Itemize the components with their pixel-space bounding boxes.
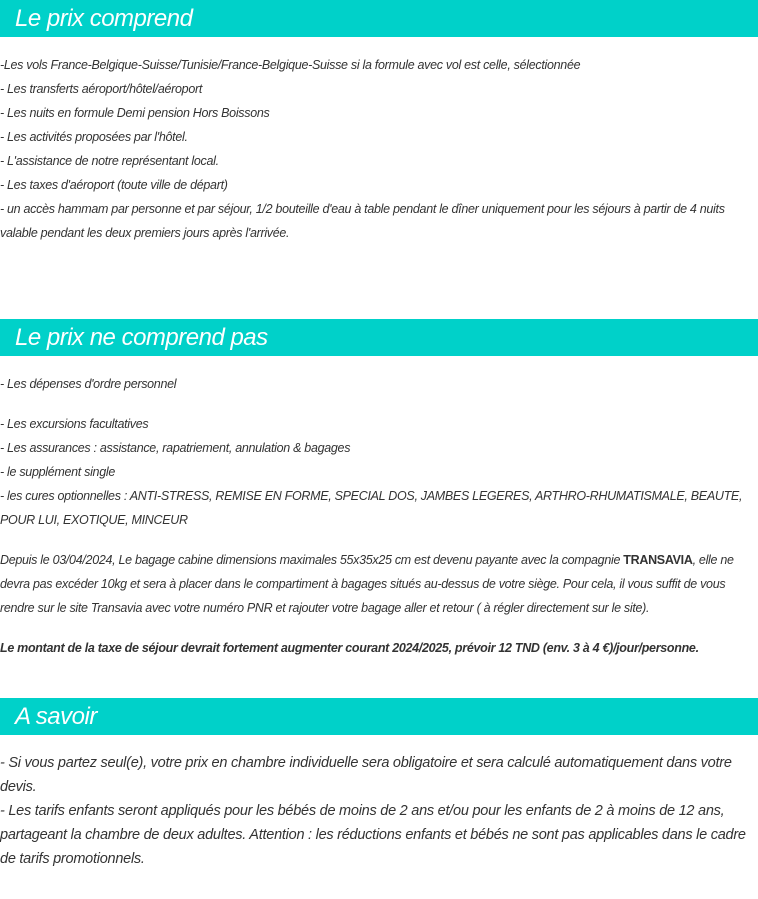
list-item: - L'assistance de notre représentant local. <box>0 154 219 168</box>
list-item: - Les activités proposées par l'hôtel. <box>0 130 188 144</box>
section-included-title: Le prix comprend <box>15 4 193 32</box>
baggage-text-start: Depuis le 03/04/2024, Le bagage cabine dimensions maximales 55x35x25 cm est devenu payante avec la compagnie <box>0 553 624 567</box>
section-info-list <box>0 751 758 871</box>
airline-name: TRANSAVIA <box>623 553 693 567</box>
info-item: - Les tarifs enfants seront appliqués pour les bébés de moins de 2 ans et/ou pour les enfants de 2 à moins de 12 ans, partageant la chambre de deux adultes. Attention : les réductions enfants et bébés ne sont pas applicables dans le cadre de tarifs promotionnels. <box>0 803 746 867</box>
info-item: - Si vous partez seul(e), votre prix en chambre individuelle sera obligatoire et sera calculé automatiquement dans votre devis. <box>0 755 732 795</box>
list-item: - Les nuits en formule Demi pension Hors Boissons <box>0 106 270 120</box>
section-excluded-list <box>0 372 758 660</box>
section-excluded-header <box>0 319 758 356</box>
baggage-notice <box>0 548 758 620</box>
section-included-list <box>0 53 758 245</box>
list-item: - Les taxes d'aéroport (toute ville de départ) <box>0 178 228 192</box>
section-excluded-title: Le prix ne comprend pas <box>15 323 268 351</box>
list-item: - un accès hammam par personne et par séjour, 1/2 bouteille d'eau à table pendant le dîner uniquement pour les séjours à partir de 4 nuits valable pendant les deux premiers jours après l'arrivée. <box>0 202 725 240</box>
section-included-header <box>0 0 758 37</box>
list-item: - le supplément single <box>0 465 115 479</box>
tax-notice: Le montant de la taxe de séjour devrait fortement augmenter courant 2024/2025, prévoir 12 TND (env. 3 à 4 €)/jour/personne. <box>0 641 699 655</box>
list-item: - les cures optionnelles : ANTI-STRESS, REMISE EN FORME, SPECIAL DOS, JAMBES LEGERES, ARTHRO-RHUMATISMALE, BEAUTE, POUR LUI, EXOTIQUE, MINCEUR <box>0 489 743 527</box>
list-item: -Les vols France-Belgique-Suisse/Tunisie/France-Belgique-Suisse si la formule avec vol est celle, sélectionnée <box>0 58 581 72</box>
section-info-header <box>0 698 758 735</box>
list-item: - Les dépenses d'ordre personnel <box>0 377 177 391</box>
section-info-title: A savoir <box>15 702 97 730</box>
list-item: - Les excursions facultatives <box>0 417 149 431</box>
baggage-text-end: , elle ne devra pas excéder 10kg et sera à placer dans le compartiment à bagages situés au-dessus de votre siège. Pour cela, il vous suffit de vous rendre sur le site Transavia avec votre numéro PNR et rajouter votre bagage aller et retour ( à régler directement sur le site). <box>0 553 734 615</box>
list-item: - Les assurances : assistance, rapatriement, annulation & bagages <box>0 441 351 455</box>
list-item: - Les transferts aéroport/hôtel/aéroport <box>0 82 203 96</box>
